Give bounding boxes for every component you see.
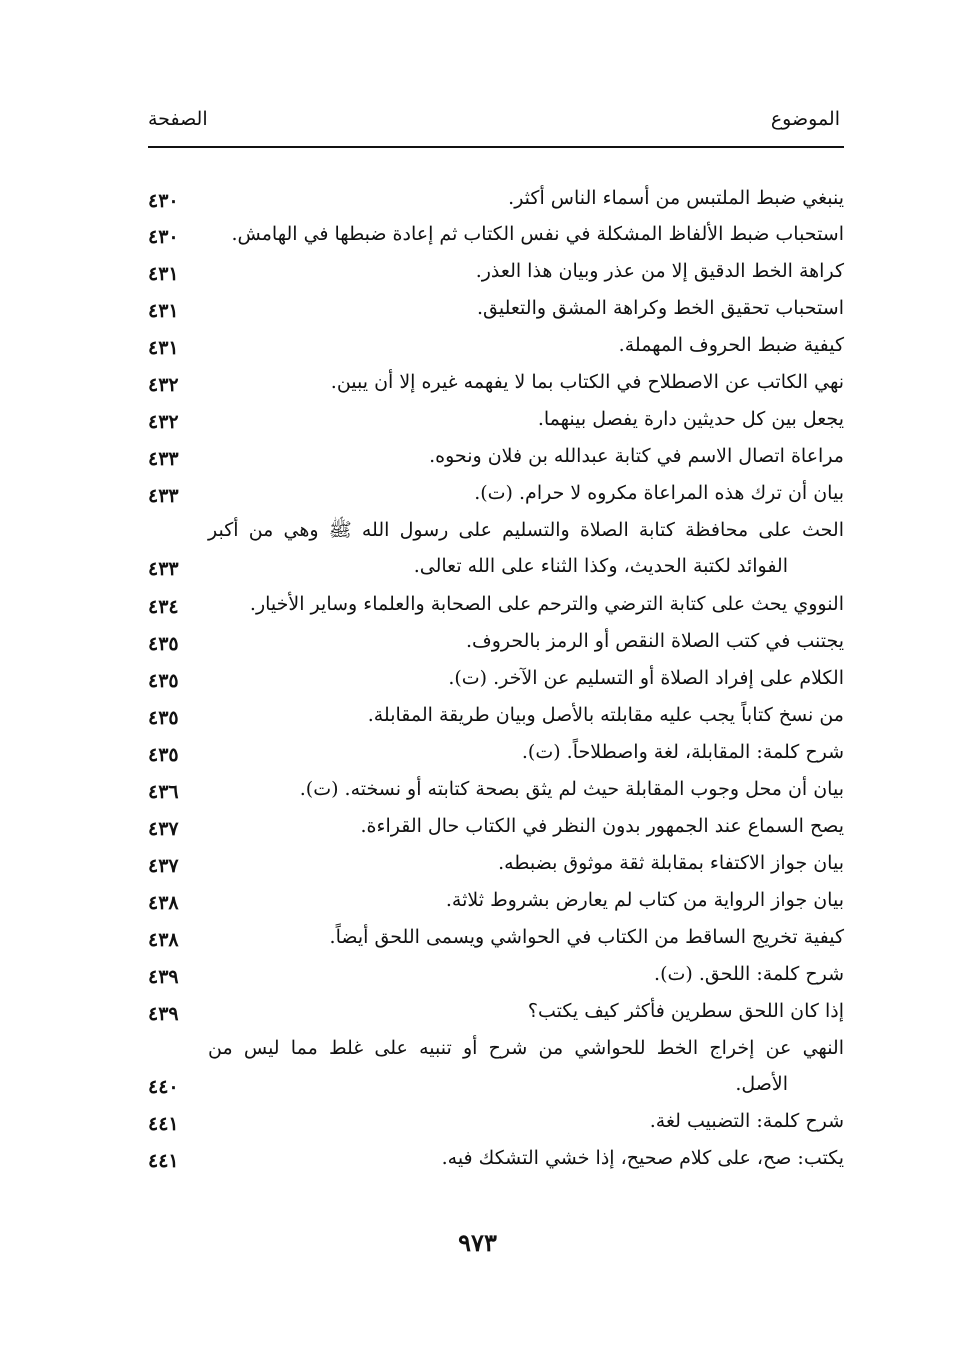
entry-topic: [208, 697, 844, 733]
entry-page-number: ٤٤١: [148, 1150, 179, 1172]
entry-topic-line: من نسخ كتاباً يجب عليه مقابلته بالأصل وبيان طريقة المقابلة.: [367, 704, 844, 726]
entry-topic: [208, 845, 844, 881]
entry-topic-line: شرح كلمة: اللحق. (ت).: [654, 963, 844, 985]
entry-topic: [208, 882, 844, 918]
index-entry: [140, 882, 844, 918]
entry-topic: [208, 734, 844, 770]
index-entry: [140, 253, 844, 289]
entry-page-number: ٤٣٣: [148, 558, 179, 580]
entry-page-number: ٤٣٩: [148, 966, 179, 988]
entry-page-number: ٤٣٧: [148, 818, 179, 840]
entry-page-number: ٤٣٦: [148, 781, 179, 803]
index-entry: [140, 734, 844, 770]
entry-topic: [208, 438, 844, 474]
entry-page-number: ٤٣٥: [148, 633, 179, 655]
index-entry: [140, 845, 844, 881]
entry-topic: [208, 290, 844, 326]
entry-topic: [208, 401, 844, 437]
entry-topic-line: كيفية ضبط الحروف المهملة.: [618, 334, 844, 356]
entry-page-number: ٤٣٥: [148, 744, 179, 766]
entry-topic: [208, 216, 844, 252]
entry-topic: [208, 993, 844, 1029]
entry-topic-line: نهي الكاتب عن الاصطلاح في الكتاب بما لا يفهمه غيره إلا أن يبين.: [330, 371, 844, 393]
entry-topic-line: مراعاة اتصال الاسم في كتابة عبدالله بن فلان ونحوه.: [429, 445, 844, 467]
entry-page-number: ٤٣٧: [148, 855, 179, 877]
entry-topic: [208, 956, 844, 992]
entry-topic-line: استحباب تحقيق الخط وكراهة المشق والتعليق.: [476, 297, 844, 319]
index-entry: [140, 327, 844, 363]
index-entry: [140, 697, 844, 733]
entry-topic: [208, 919, 844, 955]
index-entry: [140, 401, 844, 437]
page-number: ٩٧٣: [458, 1228, 497, 1257]
entry-topic: [208, 475, 844, 511]
entry-topic: [208, 1140, 844, 1176]
entry-topic: [208, 327, 844, 363]
entry-topic-line: يجعل بين كل حديثين دارة يفصل بينهما.: [537, 408, 844, 430]
entry-topic-line: استحباب ضبط الألفاظ المشكلة في نفس الكتاب ثم إعادة ضبطها في الهامش.: [231, 223, 844, 245]
entry-topic: [208, 1103, 844, 1139]
entry-page-number: ٤٣٤: [148, 596, 179, 618]
entry-topic: [208, 1030, 844, 1102]
header-rule: [148, 146, 844, 148]
entry-topic-line: الحث على محافظة كتابة الصلاة والتسليم على رسول الله ﷺ وهي من أكبر: [208, 519, 844, 541]
entry-topic-line: شرح كلمة: التضبيب لغة.: [649, 1110, 844, 1132]
entry-topic-continuation: الفوائد لكتبة الحديث، وكذا الثناء على الله تعالى.: [413, 555, 788, 577]
entry-topic: [208, 660, 844, 696]
entry-page-number: ٤٣٥: [148, 707, 179, 729]
entry-topic-line: يصح السماع عند الجمهور بدون النظر في الكتاب حال القراءة.: [360, 815, 844, 837]
index-entry: [140, 808, 844, 844]
entry-page-number: ٤٣٢: [148, 374, 179, 396]
page-column-header: الصفحة: [148, 108, 208, 130]
index-entry: [140, 1030, 844, 1102]
entry-page-number: ٤٣٥: [148, 670, 179, 692]
index-entry: [140, 1103, 844, 1139]
index-entry: [140, 475, 844, 511]
index-entry: [140, 512, 844, 584]
entry-page-number: ٤٣١: [148, 300, 179, 322]
entry-page-number: ٤٣٨: [148, 929, 179, 951]
entry-topic-line: يكتب: صح، على كلام صحيح، إذا خشي التشكك فيه.: [441, 1147, 844, 1169]
entry-topic-line: النهي عن إخراج الخط للحواشي من شرح أو تنبيه على غلط مما ليس من: [208, 1037, 844, 1059]
entry-topic-line: ينبغي ضبط الملتبس من أسماء الناس أكثر.: [508, 187, 844, 209]
index-entry: [140, 216, 844, 252]
entry-page-number: ٤٤١: [148, 1113, 179, 1135]
entry-topic-line: الكلام على إفراد الصلاة أو التسليم عن الآخر. (ت).: [448, 667, 844, 689]
index-entry: [140, 660, 844, 696]
entry-topic: [208, 253, 844, 289]
entry-topic-line: كراهة الخط الدقيق إلا من عذر وبيان هذا العذر.: [475, 260, 844, 282]
entry-topic-line: النووي يحث على كتابة الترضي والترحم على الصحابة والعلماء وساير الأخيار.: [249, 593, 844, 615]
entry-topic-line: يجتنب في كتب الصلاة النقص أو الرمز بالحروف.: [465, 630, 844, 652]
entry-topic-line: بيان جواز الرواية من كتاب لم يعارض بشروط ثلاثة.: [445, 889, 844, 911]
entry-topic-line: شرح كلمة: المقابلة، لغة واصطلاحاً. (ت).: [521, 741, 844, 763]
entry-page-number: ٤٣٣: [148, 448, 179, 470]
entry-topic-line: بيان أن ترك هذه المراعاة مكروه لا حرام. (ت).: [474, 482, 844, 504]
entry-topic-line: بيان جواز الاكتفاء بمقابلة ثقة موثوق بضبطه.: [498, 852, 844, 874]
index-entry: [140, 586, 844, 622]
entry-topic-line: كيفية تخريج الساقط من الكتاب في الحواشي ويسمى اللحق أيضاً.: [329, 926, 844, 948]
index-entry: [140, 956, 844, 992]
index-entry: [140, 1140, 844, 1176]
entry-page-number: ٤٣٠: [148, 190, 179, 212]
entry-topic: [208, 808, 844, 844]
entry-topic: [208, 586, 844, 622]
entry-page-number: ٤٣٩: [148, 1003, 179, 1025]
entry-page-number: ٤٣١: [148, 337, 179, 359]
topic-column-header: الموضوع: [770, 108, 840, 130]
entry-topic-continuation: الأصل.: [735, 1073, 788, 1095]
index-entry: [140, 180, 844, 216]
entry-page-number: ٤٣٢: [148, 411, 179, 433]
entry-page-number: ٤٤٠: [148, 1076, 179, 1098]
index-entry: [140, 993, 844, 1029]
index-entry: [140, 771, 844, 807]
entry-topic: [208, 771, 844, 807]
entry-topic-line: إذا كان اللحق سطرين فأكثر كيف يكتب؟: [527, 1000, 844, 1022]
index-entry: [140, 919, 844, 955]
entry-topic-line: بيان أن محل وجوب المقابلة حيث لم يثق بصحة كتابته أو نسخته. (ت).: [299, 778, 844, 800]
index-entry: [140, 438, 844, 474]
entry-topic: [208, 512, 844, 584]
entry-page-number: ٤٣٣: [148, 485, 179, 507]
entry-topic: [208, 180, 844, 216]
index-entry: [140, 290, 844, 326]
entry-topic: [208, 623, 844, 659]
entry-page-number: ٤٣٨: [148, 892, 179, 914]
entry-topic: [208, 364, 844, 400]
entry-page-number: ٤٣١: [148, 263, 179, 285]
entry-page-number: ٤٣٠: [148, 226, 179, 248]
index-entry: [140, 364, 844, 400]
index-entry: [140, 623, 844, 659]
